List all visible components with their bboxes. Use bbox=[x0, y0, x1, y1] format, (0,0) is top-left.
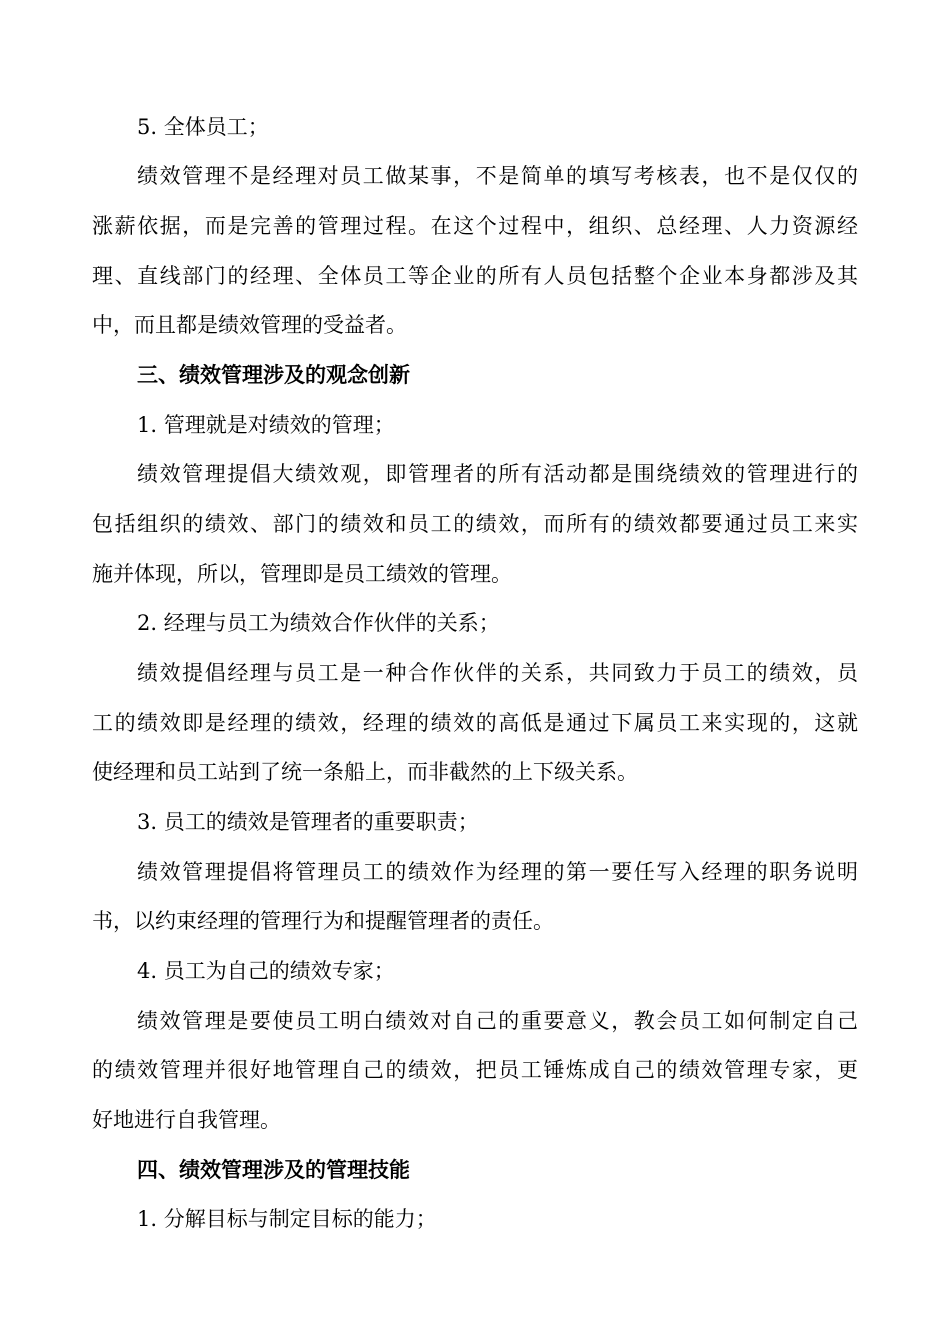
section-heading-4: 四、绩效管理涉及的管理技能 bbox=[137, 1157, 410, 1182]
paragraph-line: 的绩效管理并很好地管理自己的绩效，把员工锤炼成自己的绩效管理专家，更 bbox=[92, 1058, 858, 1082]
list-item-1: 1. 管理就是对绩效的管理； bbox=[137, 413, 395, 437]
paragraph-line: 中，而且都是绩效管理的受益者。 bbox=[92, 313, 407, 337]
paragraph-line: 涨薪依据，而是完善的管理过程。在这个过程中，组织、总经理、人力资源经 bbox=[92, 214, 858, 238]
list-item-4: 4. 员工为自己的绩效专家； bbox=[137, 959, 395, 983]
paragraph-line: 绩效管理不是经理对员工做某事，不是简单的填写考核表，也不是仅仅的 bbox=[137, 164, 858, 188]
paragraph-line: 绩效管理是要使员工明白绩效对自己的重要意义，教会员工如何制定自己 bbox=[137, 1009, 858, 1033]
paragraph-line: 绩效提倡经理与员工是一种合作伙伴的关系，共同致力于员工的绩效，员 bbox=[137, 661, 858, 685]
paragraph-line: 工的绩效即是经理的绩效，经理的绩效的高低是通过下属员工来实现的，这就 bbox=[92, 711, 858, 735]
list-item-2: 2. 经理与员工为绩效合作伙伴的关系； bbox=[137, 611, 500, 635]
paragraph-line: 使经理和员工站到了统一条船上，而非截然的上下级关系。 bbox=[92, 760, 638, 784]
list-item-text: 5. 全体员工； bbox=[137, 115, 269, 139]
paragraph-line: 包括组织的绩效、部门的绩效和员工的绩效，而所有的绩效都要通过员工来实 bbox=[92, 512, 858, 536]
paragraph-line: 绩效管理提倡大绩效观，即管理者的所有活动都是围绕绩效的管理进行的 bbox=[137, 462, 858, 486]
list-item-5 bbox=[0, 112, 950, 142]
paragraph-line: 理、直线部门的经理、全体员工等企业的所有人员包括整个企业本身都涉及其 bbox=[92, 264, 858, 288]
paragraph-line: 好地进行自我管理。 bbox=[92, 1108, 281, 1132]
list-item-3: 3. 员工的绩效是管理者的重要职责； bbox=[137, 810, 479, 834]
paragraph-line: 绩效管理提倡将管理员工的绩效作为经理的第一要任写入经理的职务说明 bbox=[137, 860, 858, 884]
section-heading-3: 三、绩效管理涉及的观念创新 bbox=[137, 362, 410, 387]
paragraph-line: 书，以约束经理的管理行为和提醒管理者的责任。 bbox=[92, 909, 554, 933]
list-item-1: 1. 分解目标与制定目标的能力； bbox=[137, 1207, 437, 1231]
paragraph-line: 施并体现，所以，管理即是员工绩效的管理。 bbox=[92, 562, 512, 586]
